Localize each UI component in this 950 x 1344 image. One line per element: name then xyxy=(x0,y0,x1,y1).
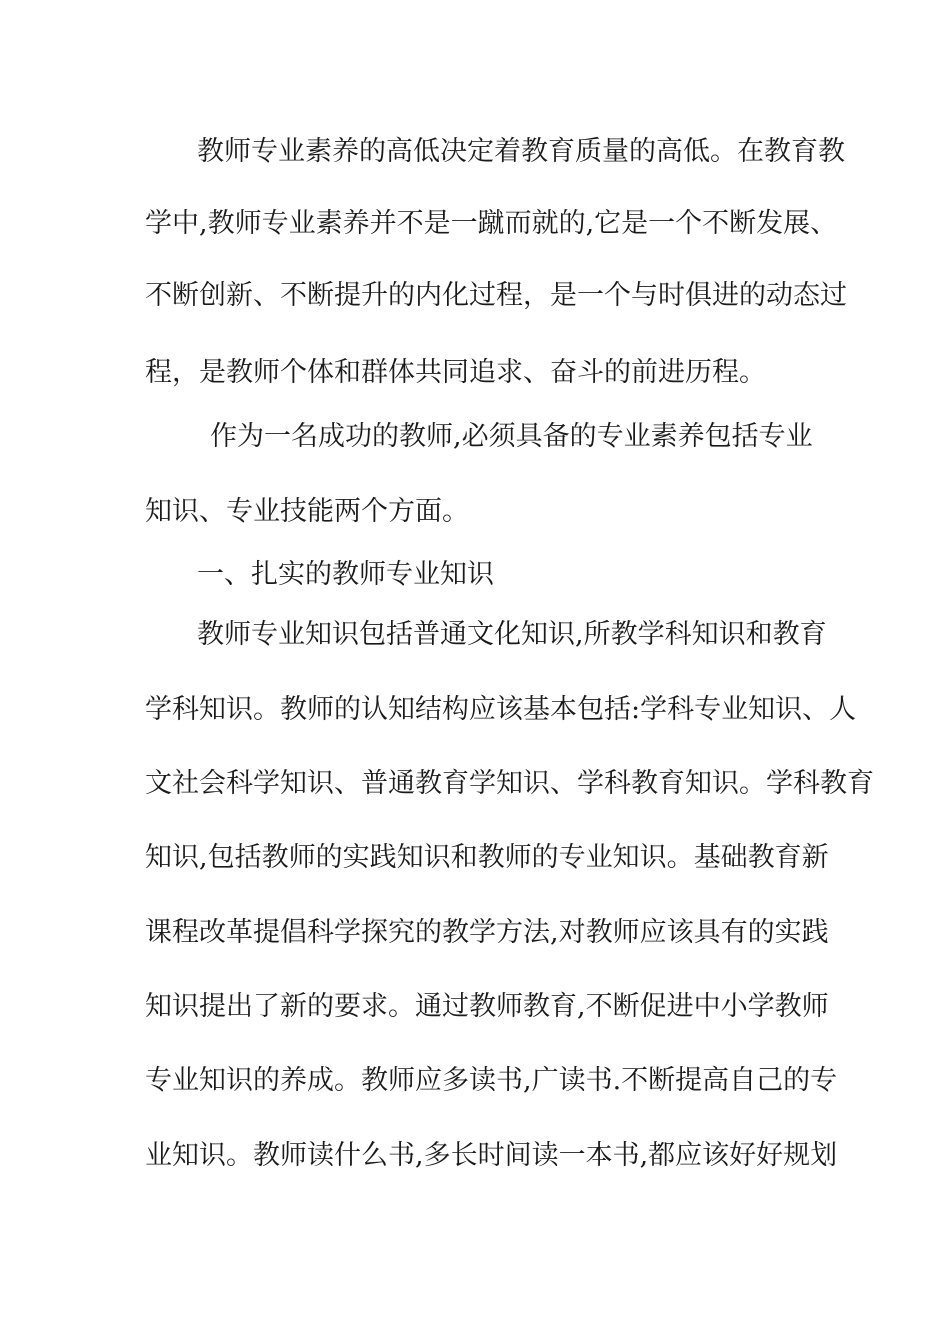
text-line: 学科知识。教师的认知结构应该基本包括:学科专业知识、人 xyxy=(145,694,857,725)
text-line: 专业知识的养成。教师应多读书,广读书.不断提高自己的专 xyxy=(145,1065,838,1096)
text-line: 知识提出了新的要求。通过教师教育,不断促进中小学教师 xyxy=(145,991,829,1022)
text-line: 不断创新、不断提升的内化过程，是一个与时俱进的动态过 xyxy=(145,280,847,311)
text-line: 作为一名成功的教师,必须具备的专业素养包括专业 xyxy=(210,421,813,452)
text-line: 知识、专业技能两个方面。 xyxy=(145,496,469,527)
text-line: 教师专业素养的高低决定着教育质量的高低。在教育教 xyxy=(197,136,845,167)
text-line: 业知识。教师读什么书,多长时间读一本书,都应该好好规划 xyxy=(145,1140,838,1171)
text-line: 教师专业知识包括普通文化知识,所教学科知识和教育 xyxy=(197,619,827,650)
text-line: 文社会科学知识、普通教育学知识、学科教育知识。学科教育 xyxy=(145,768,874,799)
text-line: 学中,教师专业素养并不是一蹴而就的,它是一个不断发展、 xyxy=(145,208,838,239)
heading-text: 一、扎实的教师专业知识 xyxy=(197,559,494,590)
text-line: 程，是教师个体和群体共同追求、奋斗的前进历程。 xyxy=(145,357,766,388)
text-line: 知识,包括教师的实践知识和教师的专业知识。基础教育新 xyxy=(145,842,829,873)
text-line: 课程改革提倡科学探究的教学方法,对教师应该具有的实践 xyxy=(145,917,829,948)
